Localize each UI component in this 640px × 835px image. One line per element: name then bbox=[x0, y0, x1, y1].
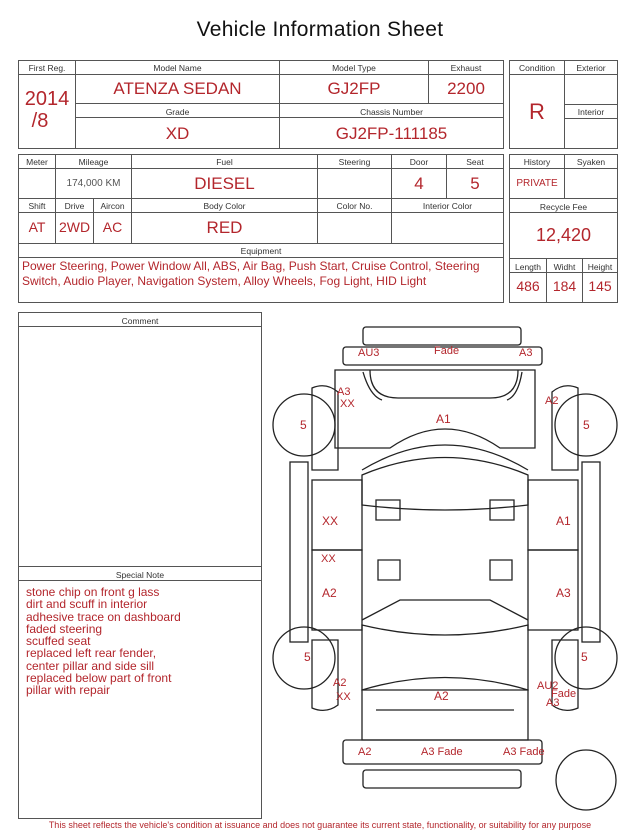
mileage-value: 174,000 KM bbox=[66, 178, 121, 189]
special-note-line: dirt and scuff in interior bbox=[26, 597, 148, 612]
chassis-value: GJ2FP-111185 bbox=[335, 124, 448, 143]
special-note-line: stone chip on front g lass bbox=[26, 585, 160, 599]
first-reg-month: /8 bbox=[31, 110, 49, 132]
mark-left-front-fender: XX bbox=[340, 398, 355, 410]
width-value: 184 bbox=[552, 278, 577, 294]
height-value: 145 bbox=[588, 278, 612, 294]
mark-right-front-tire: 5 bbox=[583, 418, 590, 432]
fuel-value: DIESEL bbox=[194, 174, 255, 193]
equipment-value: Power Steering, Power Window All, ABS, Air Bag, Push Start, Cruise Control, Steering Switch, Audio Player, Navigation System, Alloy Wheels, Fog Light, HID Light bbox=[22, 259, 480, 288]
mark-right-rear-fender: AU2 bbox=[537, 680, 559, 692]
condition-value: R bbox=[529, 99, 545, 124]
mark-hood: A1 bbox=[436, 412, 451, 426]
first-reg-year: 2014 bbox=[24, 88, 70, 110]
exterior-header: Exterior bbox=[576, 63, 606, 73]
mark-rear-bumper: A3 Fade bbox=[421, 746, 463, 758]
mark-right-front-door: A1 bbox=[556, 514, 571, 528]
mark-left-rear-door: XX bbox=[321, 553, 336, 565]
mark-trunk: A2 bbox=[434, 689, 449, 703]
height-header: Height bbox=[587, 262, 613, 272]
mark-rear-bumper: A3 Fade bbox=[503, 746, 545, 758]
interior-color-header: Interior Color bbox=[422, 201, 473, 211]
mark-left-front-tire: 5 bbox=[300, 418, 307, 432]
recycle-fee-header: Recycle Fee bbox=[539, 202, 588, 212]
width-header: Widht bbox=[553, 262, 576, 272]
special-note-list bbox=[26, 586, 256, 697]
model-type-header: Model Type bbox=[332, 63, 376, 73]
first-reg-header: First Reg. bbox=[28, 63, 66, 73]
special-note-line: pillar with repair bbox=[26, 683, 111, 698]
shift-header: Shift bbox=[28, 201, 46, 211]
comment-header: Comment bbox=[121, 316, 159, 326]
mark-front-right: A3 bbox=[519, 347, 533, 359]
body-color-header: Body Color bbox=[203, 201, 246, 211]
model-name-value: ATENZA SEDAN bbox=[113, 79, 242, 98]
model-type-value: GJ2FP bbox=[327, 79, 381, 98]
seat-header: Seat bbox=[466, 157, 484, 167]
special-note-line: replaced left rear fender, bbox=[26, 646, 157, 661]
mark-right-rear-fender: Fade bbox=[551, 688, 577, 700]
history-value: PRIVATE bbox=[516, 178, 558, 189]
mileage-header: Mileage bbox=[78, 157, 109, 167]
length-header: Length bbox=[515, 262, 541, 272]
condition-header: Condition bbox=[519, 63, 555, 73]
history-header: History bbox=[523, 157, 551, 167]
special-note-line: faded steering bbox=[26, 621, 103, 636]
steering-header: Steering bbox=[338, 157, 371, 167]
aircon-header: Aircon bbox=[100, 201, 125, 211]
special-note-line: center pillar and side sill bbox=[26, 658, 155, 673]
grade-value: XD bbox=[165, 124, 190, 143]
mark-left-rear-door: A2 bbox=[322, 586, 337, 600]
door-header: Door bbox=[409, 157, 429, 167]
mark-right-front-fender: A2 bbox=[545, 395, 559, 407]
exhaust-value: 2200 bbox=[447, 79, 485, 98]
mark-rear-bumper: A2 bbox=[358, 746, 372, 758]
special-note-line: adhesive trace on dashboard bbox=[26, 609, 181, 624]
shift-value: AT bbox=[28, 219, 46, 235]
disclaimer-footer: This sheet reflects the vehicle's condition at issuance and does not guarantee its current state, functionality, or suitability for any purpose bbox=[48, 820, 592, 830]
mark-left-front-fender: A3 bbox=[337, 386, 351, 398]
mark-right-rear-tire: 5 bbox=[581, 650, 588, 664]
equipment-header: Equipment bbox=[240, 246, 282, 256]
meter-header: Meter bbox=[26, 157, 48, 167]
mark-left-rear-tire: 5 bbox=[304, 650, 311, 664]
grade-header: Grade bbox=[165, 107, 190, 117]
mark-left-rear-fender: XX bbox=[336, 691, 351, 703]
special-note-line: scuffed seat bbox=[26, 634, 91, 649]
special-note-header: Special Note bbox=[115, 570, 165, 580]
aircon-value: AC bbox=[102, 219, 123, 235]
mark-left-rear-fender: A2 bbox=[333, 677, 347, 689]
special-note-line: replaced below part of front bbox=[26, 671, 172, 686]
mark-right-rear-door: A3 bbox=[556, 586, 571, 600]
recycle-fee-value: 12,420 bbox=[535, 225, 592, 245]
drive-header: Drive bbox=[64, 201, 85, 211]
body-color-value: RED bbox=[206, 218, 243, 237]
length-value: 486 bbox=[516, 278, 540, 294]
fuel-header: Fuel bbox=[216, 157, 233, 167]
syaken-header: Syaken bbox=[576, 157, 606, 167]
mark-right-rear-fender: A3 bbox=[546, 697, 560, 709]
color-no-header: Color No. bbox=[336, 201, 373, 211]
drive-value: 2WD bbox=[58, 219, 91, 235]
door-value: 4 bbox=[414, 174, 424, 193]
mark-front-fade: Fade bbox=[434, 345, 460, 357]
chassis-header: Chassis Number bbox=[360, 107, 423, 117]
mark-front-bumper: AU3 bbox=[358, 347, 380, 359]
interior-header: Interior bbox=[577, 107, 605, 117]
model-name-header: Model Name bbox=[153, 63, 202, 73]
exhaust-header: Exhaust bbox=[450, 63, 482, 73]
sheet-title: Vehicle Information Sheet bbox=[196, 18, 444, 41]
seat-value: 5 bbox=[470, 174, 480, 193]
mark-left-front-door: XX bbox=[322, 514, 339, 528]
car-damage-diagram bbox=[270, 320, 620, 818]
